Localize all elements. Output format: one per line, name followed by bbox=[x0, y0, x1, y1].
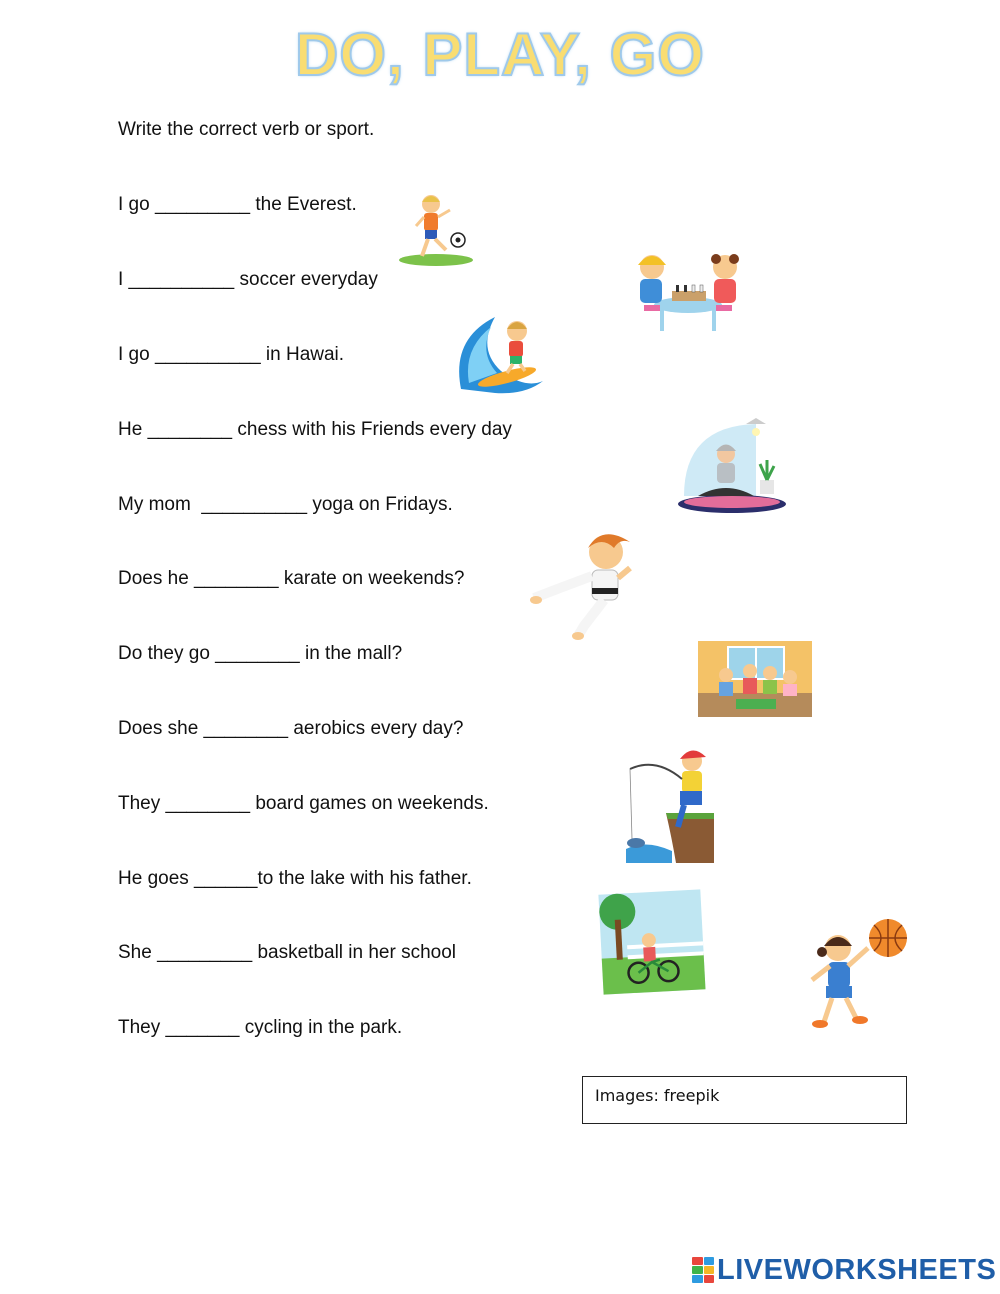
image-credit-box bbox=[582, 1076, 907, 1124]
surfing-boy-image bbox=[455, 309, 547, 395]
question-5: My mom __________ yoga on Fridays. bbox=[118, 494, 453, 515]
question-8: Does she ________ aerobics every day? bbox=[118, 718, 464, 739]
logo-text: LIVEWORKSHEETS bbox=[717, 1253, 997, 1286]
question-12: They _______ cycling in the park. bbox=[118, 1017, 403, 1038]
instruction-text: Write the correct verb or sport. bbox=[118, 119, 375, 140]
cycling-boy-image bbox=[597, 888, 707, 998]
chess-kids-image bbox=[630, 247, 750, 337]
liveworksheets-logo bbox=[692, 1252, 996, 1288]
question-6: Does he ________ karate on weekends? bbox=[118, 568, 465, 589]
question-4: He ________ chess with his Friends every day bbox=[118, 419, 512, 440]
soccer-boy-image bbox=[398, 192, 478, 268]
fishing-boy-image bbox=[626, 743, 716, 863]
worksheet-title: DO, PLAY, GO bbox=[295, 21, 705, 88]
question-1: I go _________ the Everest. bbox=[118, 194, 357, 215]
question-10: He goes ______to the lake with his father. bbox=[118, 868, 472, 889]
karate-boy-image bbox=[530, 528, 640, 640]
question-9: They ________ board games on weekends. bbox=[118, 793, 489, 814]
question-11: She _________ basketball in her school bbox=[118, 942, 457, 963]
board-games-family-image bbox=[698, 641, 812, 717]
basketball-girl-image bbox=[802, 918, 914, 1030]
question-2: I __________ soccer everyday bbox=[118, 269, 378, 290]
yoga-woman-image bbox=[676, 418, 790, 516]
image-credit-text: Images: freepik bbox=[595, 1086, 720, 1105]
question-3: I go __________ in Hawai. bbox=[118, 344, 345, 365]
question-7: Do they go ________ in the mall? bbox=[118, 643, 403, 664]
logo-blocks-icon bbox=[692, 1257, 714, 1283]
